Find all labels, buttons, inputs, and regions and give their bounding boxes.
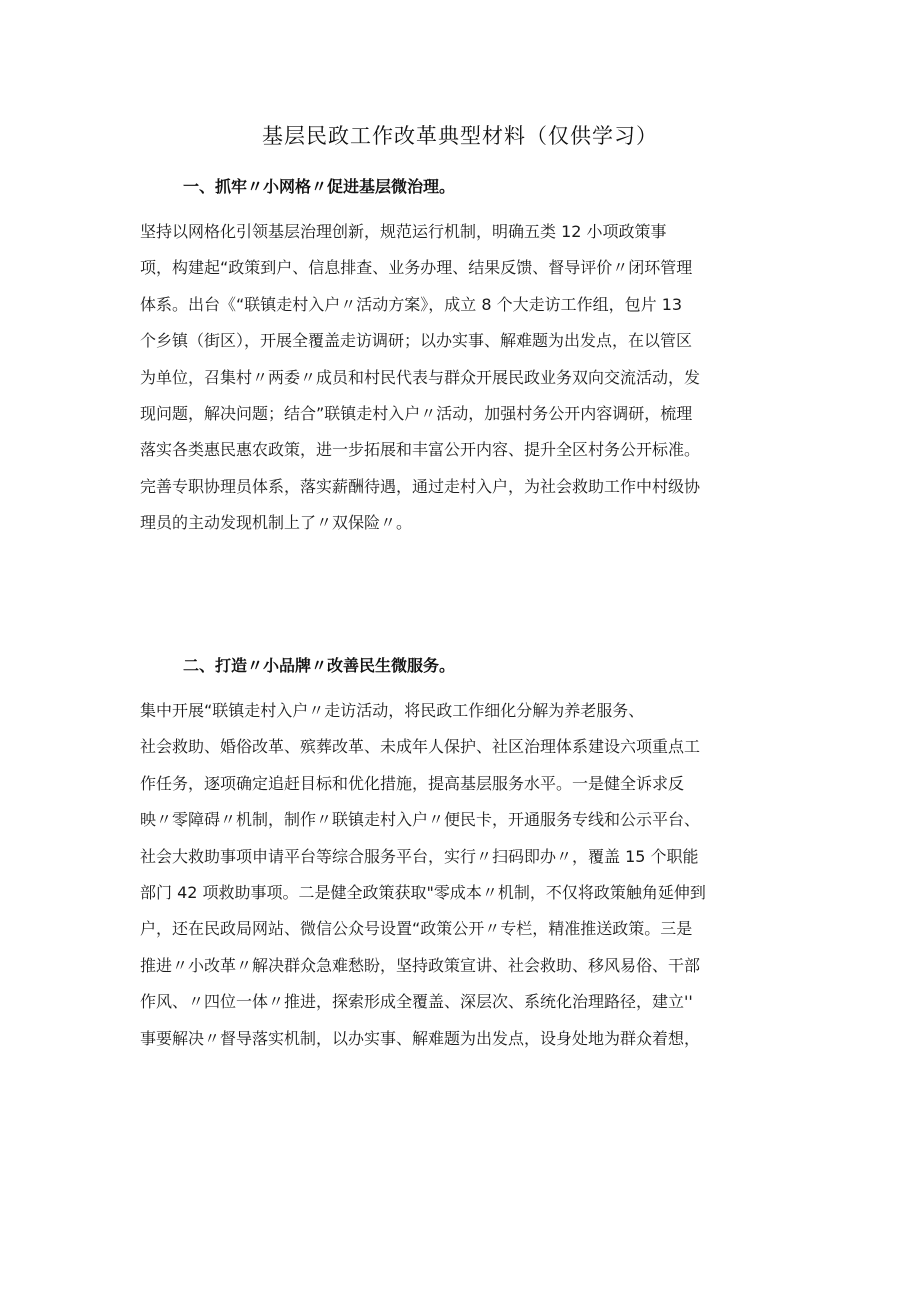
paragraph-line: 项，构建起“政策到户、信息排查、业务办理、结果反馈、督导评价〃闭环管理 <box>140 258 693 278</box>
paragraph-line: 社会大救助事项申请平台等综合服务平台，实行〃扫码即办〃，覆盖 15 个职能 <box>140 846 699 866</box>
paragraph-line: 完善专职协理员体系，落实薪酬待遇，通过走村入户，为社会救助工作中村级协 <box>140 476 701 496</box>
paragraph-line: 部门 42 项救助事项。二是健全政策获取"零成本〃机制，不仅将政策触角延伸到 <box>140 882 706 902</box>
paragraph-line: 为单位，召集村〃两委〃成员和村民代表与群众开展民政业务双向交流活动，发 <box>140 367 701 387</box>
paragraph-line: 体系。出台《“联镇走村入户〃活动方案》，成立 8 个大走访工作组，包片 13 <box>140 294 683 314</box>
paragraph-line: 个乡镇（街区），开展全覆盖走访调研；以办实事、解难题为出发点，在以管区 <box>140 331 693 351</box>
document-title: 基层民政工作改革典型材料（仅供学习） <box>262 124 658 148</box>
section-2-heading: 二、打造〃小品牌〃改善民生微服务。 <box>183 656 456 675</box>
paragraph-line: 落实各类惠民惠农政策，进一步拓展和丰富公开内容、提升全区村务公开标准。 <box>140 440 701 460</box>
paragraph-line: 集中开展“联镇走村入户〃走访活动，将民政工作细化分解为养老服务、 <box>140 701 645 720</box>
section-2-paragraph <box>140 693 790 1057</box>
paragraph-line: 映〃零障碍〃机制，制作〃联镇走村入户〃便民卡，开通服务专线和公示平台、 <box>140 810 701 830</box>
paragraph-line: 推进〃小改革〃解决群众急难愁盼，坚持政策宣讲、社会救助、移风易俗、干部 <box>140 955 701 975</box>
paragraph-line: 理员的主动发现机制上了〃双保险〃。 <box>140 513 413 533</box>
paragraph-line: 作任务，逐项确定追赶目标和优化措施，提高基层服务水平。一是健全诉求反 <box>140 773 685 793</box>
paragraph-line: 坚持以网格化引领基层治理创新，规范运行机制，明确五类 12 小项政策事 <box>140 222 667 241</box>
paragraph-line: 现问题，解决问题；结合”联镇走村入户〃活动，加强村务公开内容调研，梳理 <box>140 403 693 423</box>
section-1-paragraph <box>140 214 790 542</box>
paragraph-line: 社会救助、婚俗改革、殡葬改革、未成年人保护、社区治理体系建设六项重点工 <box>140 737 701 757</box>
paragraph-line: 事要解决〃督导落实机制，以办实事、解难题为出发点，设身处地为群众着想， <box>140 1028 701 1048</box>
section-1-heading: 一、抓牢〃小网格〃促进基层微治理。 <box>183 177 456 196</box>
paragraph-line: 户，还在民政局网站、微信公众号设置“政策公开〃专栏，精准推送政策。三是 <box>140 919 693 939</box>
paragraph-line: 作风、〃四位一体〃推进，探索形成全覆盖、深层次、系统化治理路径，建立'' <box>140 992 693 1012</box>
